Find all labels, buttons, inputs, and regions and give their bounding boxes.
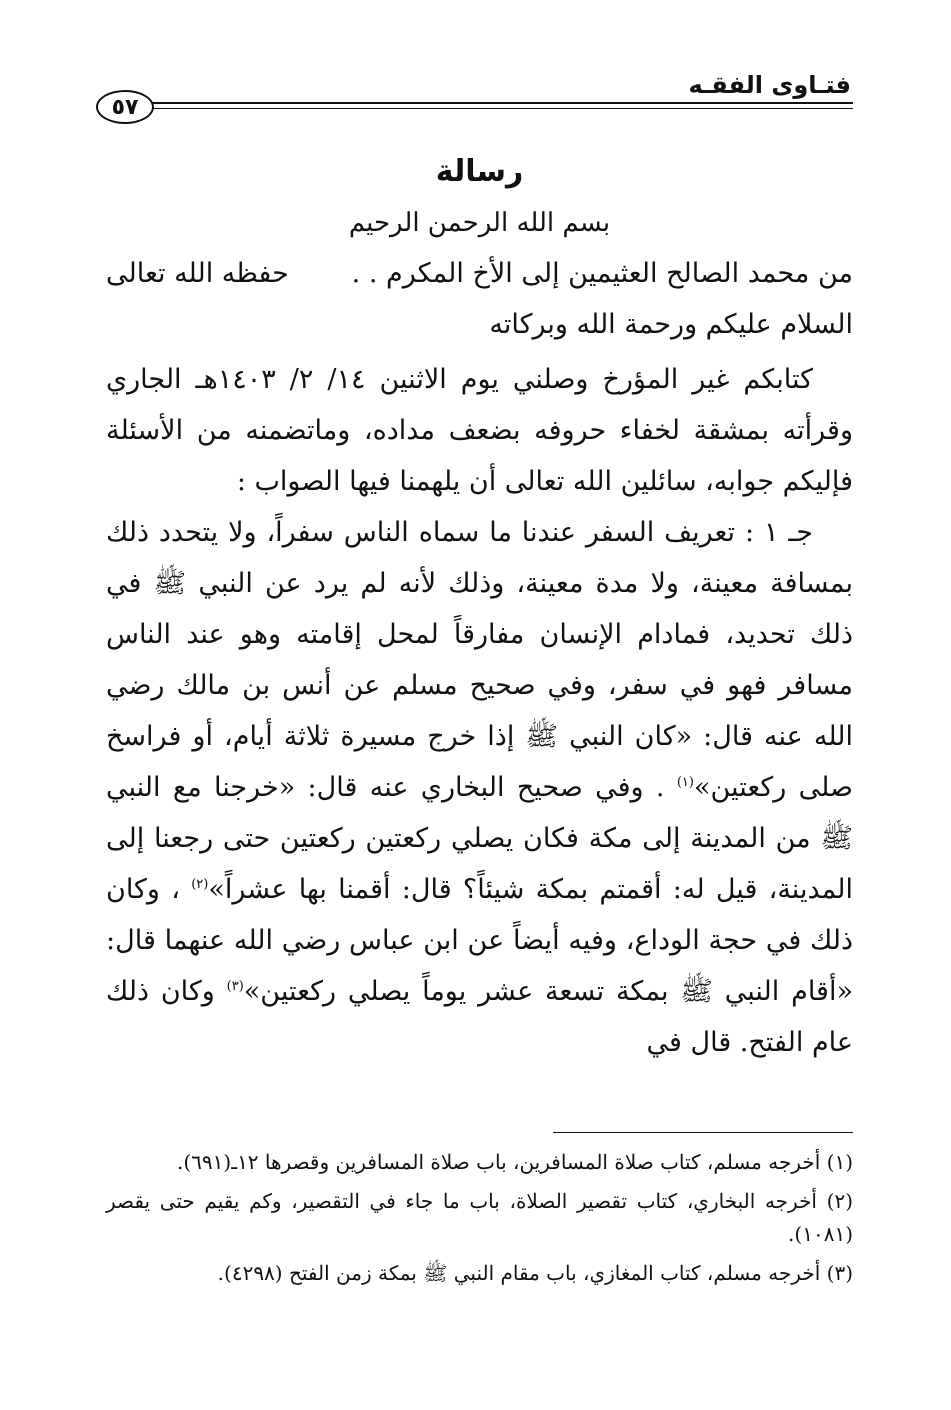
footnote-ref-3: (٣)	[226, 979, 244, 994]
sender-line	[106, 248, 853, 299]
main-text	[106, 148, 853, 1068]
greeting: السلام عليكم ورحمة الله وبركاته	[489, 309, 853, 340]
sender-text: من محمد الصالح العثيمين إلى الأخ المكرم . .	[351, 258, 853, 289]
footnote-ref-1: (١)	[676, 775, 694, 790]
footnote-3: (٣) أخرجه مسلم، كتاب المغازي، باب مقام النبي ﷺ بمكة زمن الفتح (٤٢٩٨).	[217, 1261, 853, 1285]
footnote-ref-2: (٢)	[191, 877, 209, 892]
page-number: ٥٧	[96, 90, 154, 124]
answer-text-part-4: وكان ذلك عام الفتح. قال في	[106, 976, 853, 1058]
basmala: بسم الله الرحمن الرحيم	[348, 208, 611, 238]
answer-text-part-3: ، وكان ذلك في حجة الوداع، وفيه أيضاً عن ابن عباس رضي الله عنهما قال: «أقام النبي ﷺ بمكة تسعة عشر يوماً يصلي ركعتين»	[106, 874, 853, 1007]
paragraph-intro: كتابكم غير المؤرخ وصلني يوم الاثنين ١٤/ ٢/ ١٤٠٣هـ الجاري وقرأته بمشقة لخفاء حروفه بضعف مداده، وماتضمنه من الأسئلة فإليكم جوابه، سائلين الله تعالى أن يلهمنا فيها الصواب :	[106, 364, 853, 497]
footnotes	[106, 1140, 853, 1290]
answer-text-part-1: جـ ١ : تعريف السفر عندنا ما سماه الناس سفراً، ولا يتحدد ذلك بمسافة معينة، ولا مدة معينة، وذلك لأنه لم يرد عن النبي ﷺ في ذلك تحديد، فمادام الإنسان مفارقاً لمحل إقامته وهو عند الناس مسافر فهو في سفر، وفي صحيح مسلم عن أنس بن مالك رضي الله عنه قال: «كان النبي ﷺ إذا خرج مسيرة ثلاثة أيام، أو فراسخ صلى ركعتين»	[106, 517, 853, 803]
header-rule-thick	[150, 102, 853, 104]
header-rule-thin	[150, 108, 853, 109]
footnote-1: (١) أخرجه مسلم، كتاب صلاة المسافرين، باب صلاة المسافرين وقصرها ١٢ـ(٦٩١).	[176, 1150, 853, 1174]
sender-blessing: حفظه الله تعالى	[106, 258, 289, 289]
answer-text-part-2: . وفي صحيح البخاري عنه قال: «خرجنا مع النبي ﷺ من المدينة إلى مكة فكان يصلي ركعتين ركعتين حتى رجعنا إلى المدينة، قيل له: أقمتم بمكة شيئاً؟ قال: أقمنا بها عشراً»	[106, 772, 853, 905]
letter-heading: رسالة	[435, 154, 524, 189]
footnote-2: (٢) أخرجه البخاري، كتاب تقصير الصلاة، باب ما جاء في التقصير، وكم يقيم حتى يقصر (١٠٨١).	[106, 1189, 853, 1246]
footnote-separator	[553, 1132, 853, 1133]
paragraph-answer-1	[106, 507, 853, 1068]
running-header-title: فتـاوى الفقـه	[688, 71, 851, 99]
